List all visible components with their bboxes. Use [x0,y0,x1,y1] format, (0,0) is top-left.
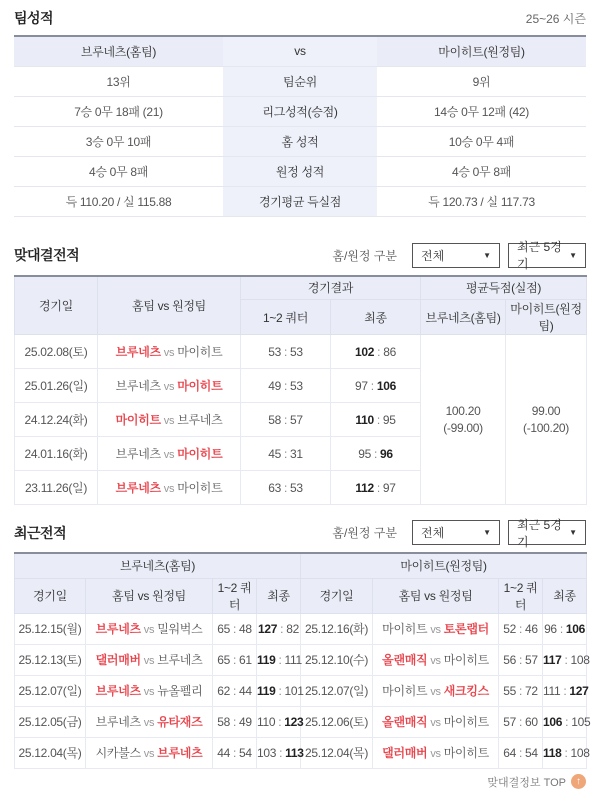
venue-filter-label: 홈/원정 구분 [332,248,397,263]
team-stat-row [14,156,586,186]
score-separator: : [278,652,282,667]
stat-label: 원정 성적 [223,156,377,186]
team-stat-row [14,126,586,156]
avg-value: 100.20 [445,403,481,418]
away-score: 108 [570,745,590,760]
final-score-cell [543,675,587,706]
score-separator: : [370,378,374,393]
away-score: 54 [239,745,252,760]
recent-home-group-header: 브루네츠(홈팀) [15,553,301,578]
recent-match-row [15,644,587,675]
match-date-cell: 23.11.26(일) [15,471,98,505]
match-date-cell: 25.12.07(일) [301,675,373,706]
matchup-cell [86,613,213,644]
recent-controls [332,517,586,549]
home-team-name: 올랜매직 [382,653,428,667]
home-score: 106 [543,714,563,729]
score-separator: : [232,683,237,698]
avg-points-home-cell [421,335,506,505]
venue-filter-label: 홈/원정 구분 [332,526,397,540]
home-score: 53 [268,344,281,359]
away-score: 57 [525,652,538,667]
chevron-down-icon: ▼ [483,250,491,260]
h2h-col-result-group: 경기결과 [241,276,421,300]
away-score: 96 [380,446,393,461]
quarter-score-cell [213,613,257,644]
score-separator: : [280,621,284,636]
home-stat-value: 7승 0무 18패 (21) [14,96,223,126]
recent-title: 최근전적 [14,524,67,541]
final-score-cell [543,613,587,644]
score-separator: : [564,652,568,667]
score-separator: : [519,745,523,760]
score-separator: : [232,621,237,636]
final-score-cell [257,675,304,706]
home-team-name: 브루네츠 [95,715,141,729]
away-stat-value: 4승 0무 8패 [377,156,586,186]
home-team-name: 마이히트 [382,622,428,636]
home-team-name: 브루네츠 [115,481,161,495]
team-stats-header [14,8,586,28]
vs-label: vs [143,748,155,760]
home-score: 65 [217,621,230,636]
team-stats-table-header [14,36,586,66]
away-score: 60 [525,714,538,729]
recent-away-group-header: 마이히트(원정팀) [301,553,587,578]
stat-label: 홈 성적 [223,126,377,156]
h2h-col-quarters: 1~2 쿼터 [241,300,331,335]
final-score-cell [257,644,301,675]
away-score: 53 [290,378,303,393]
matchup-cell [98,403,241,437]
quarter-score-cell [499,706,543,737]
score-separator: : [519,683,523,698]
home-score: 110 [257,714,276,729]
avg-value: 99.00 [531,403,561,418]
matchup-cell [98,369,241,403]
away-score: 72 [525,683,538,698]
away-team-name: 마이히트 [177,379,223,393]
home-score: 55 [503,683,516,698]
stat-label: 팀순위 [223,66,377,96]
score-separator: : [519,621,523,636]
away-stat-value: 9위 [377,66,586,96]
match-date-cell: 25.12.07(일) [15,675,86,706]
final-score-cell [331,471,421,505]
score-separator: : [283,480,288,495]
away-score: 97 [382,480,396,495]
matchup-cell [86,675,213,706]
quarter-score-cell [241,471,331,505]
away-score: 82 [286,621,299,636]
home-score: 62 [217,683,230,698]
final-score-cell [257,737,304,768]
recent-col-date: 경기일 [301,578,373,613]
stat-label: 경기평균 득실점 [223,186,377,216]
chevron-down-icon: ▼ [569,528,577,537]
matchup-cell [373,737,499,768]
away-team-name: 토론랩터 [443,622,489,636]
matchup-cell [86,706,213,737]
score-separator: : [232,745,237,760]
home-score: 56 [503,652,516,667]
home-stat-value: 3승 0무 10패 [14,126,223,156]
score-separator: : [565,714,569,729]
matchup-cell [98,437,241,471]
away-score: 106 [376,378,396,393]
h2h-col-avg-home: 브루네츠(홈팀) [421,300,506,335]
away-score: 108 [570,652,590,667]
vs-label: vs [163,347,175,359]
recent-match-row [15,737,587,768]
match-date-cell: 25.02.08(토) [15,335,98,369]
away-score: 101 [284,683,304,698]
match-date-cell: 24.12.24(화) [15,403,98,437]
away-score: 44 [239,683,252,698]
away-team-name: 마이히트 [177,447,223,461]
recent-table [14,552,591,769]
home-score: 45 [268,446,281,461]
team-stat-row [14,66,586,96]
match-date-cell: 25.01.26(일) [15,369,98,403]
quarter-score-cell [213,675,257,706]
quarter-score-cell [499,644,543,675]
h2h-range-select[interactable] [508,240,586,271]
recent-col-quarters: 1~2 쿼터 [499,578,543,613]
vs-label: vs [223,36,377,66]
away-score: 61 [239,652,252,667]
vs-label: vs [430,624,441,636]
away-score: 105 [571,714,591,729]
vs-label: vs [163,483,175,495]
score-separator: : [278,683,282,698]
away-team-name: 마이히트 [443,715,489,729]
home-score: 97 [355,378,368,393]
home-score: 58 [217,714,230,729]
final-score-cell [257,613,301,644]
score-separator: : [519,714,523,729]
home-score: 65 [217,652,230,667]
home-team-name: 브루네츠 [115,345,161,359]
matchup-cell [98,471,241,505]
final-score-cell [331,437,421,471]
match-date-cell: 25.12.13(토) [15,644,86,675]
home-score: 118 [543,745,562,760]
home-score: 57 [503,714,516,729]
away-score: 46 [525,621,538,636]
h2h-col-date: 경기일 [15,276,98,335]
away-score: 106 [565,621,585,636]
home-team-name: 브루네츠 [115,447,161,461]
quarter-score-cell [241,437,331,471]
match-date-cell: 24.01.16(화) [15,437,98,471]
recent-match-row [15,675,587,706]
vs-label: vs [163,381,175,393]
vs-label: vs [143,686,155,698]
away-team-name: 유타재즈 [157,715,203,729]
season-label: 25~26 시즌 [525,11,586,26]
vs-label: vs [163,415,175,427]
away-score: 53 [290,344,303,359]
home-score: 64 [503,745,516,760]
quarter-score-cell [499,675,543,706]
stat-label: 리그성적(승점) [223,96,377,126]
away-stat-value: 14승 0무 12패 (42) [377,96,586,126]
recent-match-row [15,706,587,737]
match-date-cell: 25.12.05(금) [15,706,86,737]
h2h-col-avg-away: 마이히트(원정팀) [506,300,587,335]
matchup-cell [373,706,499,737]
home-stat-value: 13위 [14,66,223,96]
home-team-header: 브루네츠(홈팀) [14,36,223,66]
home-team-name: 마이히트 [115,413,161,427]
team-stats-table [14,35,586,217]
recent-col-final: 최종 [543,578,587,613]
home-team-name: 브루네츠 [95,684,141,698]
score-separator: : [559,621,563,636]
matchup-cell [373,675,499,706]
quarter-score-cell [241,403,331,437]
score-separator: : [377,344,381,359]
recent-venue-select-value: 전체 [421,526,445,540]
recent-header [14,517,586,549]
home-score: 119 [257,652,276,667]
score-separator: : [279,745,283,760]
scroll-top-button[interactable] [571,774,586,789]
away-score: 48 [239,621,252,636]
final-score-cell [331,335,421,369]
vs-label: vs [430,717,441,729]
match-date-cell: 25.12.15(월) [15,613,86,644]
recent-range-select[interactable] [508,517,586,549]
match-date-cell: 25.12.04(목) [301,737,373,768]
arrow-up-icon: ↑ [576,776,581,787]
recent-col-matchup: 홈팀 vs 원정팀 [86,578,213,613]
away-team-name: 뉴올펠리 [157,684,203,698]
away-score: 86 [383,344,396,359]
home-team-name: 올랜매직 [382,715,428,729]
score-separator: : [283,412,288,427]
matchup-cell [373,644,499,675]
team-stats-title: 팀성적 [14,10,54,26]
home-score: 110 [355,412,374,427]
score-separator: : [283,378,288,393]
h2h-col-final: 최종 [331,300,421,335]
score-separator: : [563,683,567,698]
home-score: 58 [268,412,281,427]
quarter-score-cell [213,706,257,737]
home-score: 52 [503,621,516,636]
score-separator: : [376,480,380,495]
home-team-name: 브루네츠 [115,379,161,393]
recent-col-date: 경기일 [15,578,86,613]
home-score: 96 [544,621,557,636]
matchup-cell [86,737,213,768]
away-score: 127 [569,683,589,698]
score-separator: : [232,714,237,729]
chevron-down-icon: ▼ [483,528,491,537]
final-score-cell [257,706,304,737]
home-stat-value: 득 110.20 / 실 115.88 [14,186,223,216]
away-team-name: 마이히트 [177,345,223,359]
final-score-cell [331,369,421,403]
final-score-cell [543,706,591,737]
home-team-name: 브루네츠 [95,622,141,636]
h2h-controls [332,240,586,271]
home-stat-value: 4승 0무 8패 [14,156,223,186]
away-team-name: 마이히트 [177,481,223,495]
vs-label: vs [430,748,441,760]
h2h-venue-select-value: 전체 [421,248,445,263]
h2h-title: 맞대결전적 [14,247,80,263]
away-team-name: 브루네츠 [157,746,203,760]
away-team-name: 브루네츠 [157,653,203,667]
away-score: 53 [290,480,303,495]
avg-diff: (-99.00) [443,420,483,435]
score-separator: : [283,446,288,461]
home-team-name: 댈러매버 [382,746,428,760]
vs-label: vs [430,655,441,667]
matchup-cell [373,613,499,644]
avg-points-away-cell [506,335,587,505]
away-score: 113 [285,745,304,760]
home-team-name: 댈러매버 [95,653,141,667]
h2h-venue-select[interactable] [412,243,500,268]
final-score-cell [331,403,421,437]
score-separator: : [232,652,237,667]
h2h-col-matchup: 홈팀 vs 원정팀 [98,276,241,335]
team-stat-row [14,186,586,216]
away-stat-value: 득 120.73 / 실 117.73 [377,186,586,216]
score-separator: : [373,446,378,461]
quarter-score-cell [213,737,257,768]
away-team-header: 마이히트(원정팀) [377,36,586,66]
h2h-col-avg-group: 평균득점(실점) [421,276,587,300]
recent-col-quarters: 1~2 쿼터 [213,578,257,613]
away-score: 31 [290,446,303,461]
chevron-down-icon: ▼ [569,250,577,260]
home-score: 102 [355,344,375,359]
team-stat-row [14,96,586,126]
recent-col-matchup: 홈팀 vs 원정팀 [373,578,499,613]
match-date-cell: 25.12.16(화) [301,613,373,644]
quarter-score-cell [241,369,331,403]
vs-label: vs [430,686,441,698]
h2h-range-select-value: 최근 5경기 [517,240,562,271]
quarter-score-cell [241,335,331,369]
home-score: 127 [258,621,278,636]
top-link-label[interactable]: 맞대결정보 TOP [487,776,566,789]
vs-label: vs [143,717,155,729]
away-team-name: 마이히트 [443,653,489,667]
quarter-score-cell [499,613,543,644]
home-score: 112 [355,480,374,495]
recent-venue-select[interactable] [412,520,500,545]
avg-diff: (-100.20) [523,420,570,435]
away-score: 49 [239,714,252,729]
home-score: 63 [268,480,281,495]
home-score: 44 [217,745,230,760]
away-team-name: 브루네츠 [177,413,223,427]
recent-range-select-value: 최근 5경기 [517,517,562,549]
away-team-name: 마이히트 [443,746,489,760]
score-separator: : [376,412,380,427]
match-date-cell: 25.12.04(목) [15,737,86,768]
match-date-cell: 25.12.10(수) [301,644,373,675]
h2h-match-row [15,335,587,369]
h2h-table [14,275,587,506]
away-score: 54 [525,745,538,760]
vs-label: vs [143,655,155,667]
h2h-header [14,240,586,271]
quarter-score-cell [499,737,543,768]
final-score-cell [543,644,590,675]
home-score: 103 [257,745,277,760]
away-score: 57 [290,412,303,427]
home-team-name: 시카불스 [95,746,141,760]
score-separator: : [564,745,568,760]
home-score: 95 [358,446,371,461]
score-separator: : [519,652,523,667]
vs-label: vs [143,624,155,636]
away-team-name: 새크킹스 [443,684,489,698]
quarter-score-cell [213,644,257,675]
home-team-name: 마이히트 [382,684,428,698]
matchup-cell [98,335,241,369]
home-score: 117 [543,652,562,667]
home-score: 49 [268,378,281,393]
away-score: 123 [284,714,304,729]
matchup-cell [86,644,213,675]
away-team-name: 밀워벅스 [157,622,203,636]
away-score: 111 [284,652,302,667]
recent-col-final: 최종 [257,578,301,613]
home-score: 111 [543,683,561,698]
score-separator: : [278,714,282,729]
home-score: 119 [257,683,276,698]
recent-match-row [15,613,587,644]
score-separator: : [283,344,288,359]
away-stat-value: 10승 0무 4패 [377,126,586,156]
final-score-cell [543,737,590,768]
vs-label: vs [163,449,175,461]
away-score: 95 [382,412,396,427]
match-date-cell: 25.12.06(토) [301,706,373,737]
